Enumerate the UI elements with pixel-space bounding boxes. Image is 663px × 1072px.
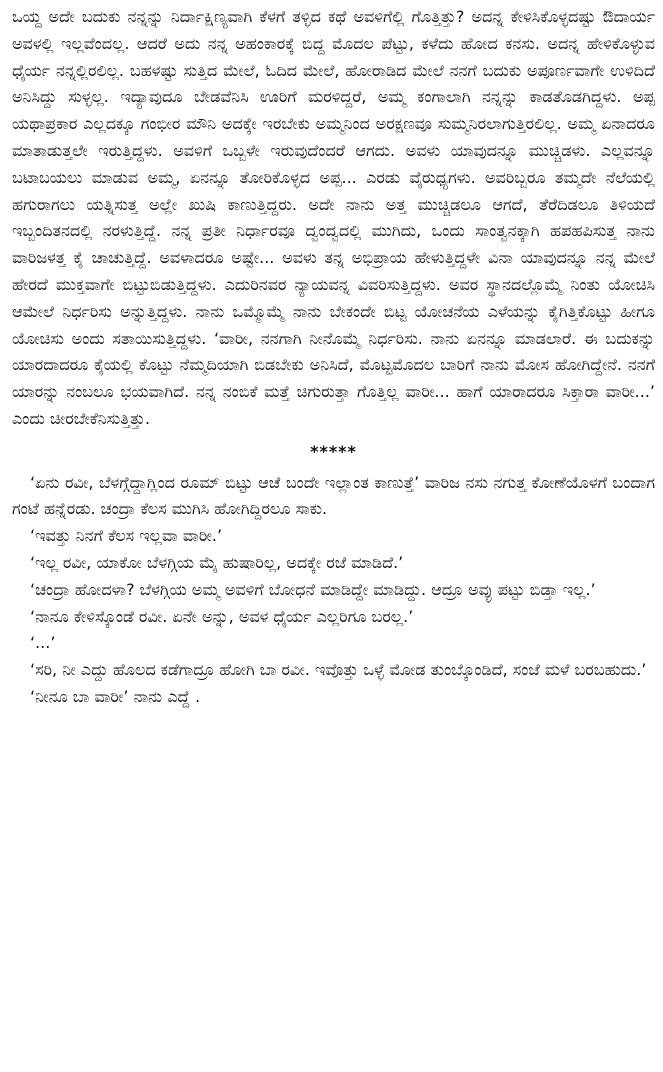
body-paragraph: ಒಯ್ದ ಅದೇ ಬದುಕು ನನ್ನನ್ನು ನಿರ್ದಾಕ್ಷಿಣ್ಯವಾಗಿ ಕೆಳಗೆ ತಳ್ಳಿದ ಕಥೆ ಅವಳಿಗೆಲ್ಲಿ ಗೊತ್ತಿತ್ತು? ಅದನ್ನ ಕೇಳಿಸಿಕೊಳ್ಳದಷ್ಟು ಔದಾರ್ಯ ಅವಳಲ್ಲಿ ಇಲ್ಲವೆಂದಲ್ಲ. ಆದರೆ ಅದು ನನ್ನ ಅಹಂಕಾರಕ್ಕೆ ಬಿದ್ದ ಮೊದಲ ಪೆಟ್ಟು, ಕಳೆದು ಹೋದ ಕನಸು. ಅದನ್ನ ಹೇಳಿಕೊಳ್ಳುವ ಧೈರ್ಯ ನನ್ನಲ್ಲಿರಲಿಲ್ಲ. ಬಹಳಷ್ಟು ಸುತ್ತಿದ ಮೇಲೆ, ಓದಿದ ಮೇಲೆ, ಹೋರಾಡಿದ ಮೇಲೆ ನನಗೆ ಬದುಕು ಅಪೂರ್ಣವಾಗೇ ಉಳಿದಿದೆ ಅನಿಸಿದ್ದು ಸುಳ್ಳಲ್ಲ. ಇದ್ಯಾವುದೂ ಬೇಡವೆನಿಸಿ ಊರಿಗೆ ಮರಳಿದ್ದರೆ, ಅಮ್ಮ ಕಂಗಾಲಾಗಿ ನನ್ನನ್ನು ಕಾಡತೊಡಗಿದ್ದಳು. ಅಪ್ಪ ಯಥಾಪ್ರಕಾರ ಎಲ್ಲದಕ್ಕೂ ಗಂಭೀರ ಮೌನಿ ಅದಕ್ಕೇ ಇರಬೇಕು ಅಮ್ಮನಿಂದ ಅರಕ್ಷಣವೂ ಸುಮ್ಮನಿರಲಾಗುತ್ತಿರಲಿಲ್ಲ. ಅಮ್ಮ ಏನಾದರೂ ಮಾತಾಡುತ್ತಲೇ ಇರುತ್ತಿದ್ದಳು. ಅವಳಿಗೆ ಒಬ್ಬಳೇ ಇರುವುದೆಂದರೆ ಆಗದು. ಅವಳು ಯಾವುದನ್ನೂ ಮುಚ್ಚಿಡಳು. ಎಲ್ಲವನ್ನೂ ಬಟಾಬಯಲು ಮಾಡುವ ಅಮ್ಮ, ಏನನ್ನೂ ತೋರಿಕೊಳ್ಳದ ಅಪ್ಪ... ಎರಡು ವೈರುಧ್ಯಗಳು. ಅವರಿಬ್ಬರೂ ತಮ್ಮದೇ ನೆಲೆಯಲ್ಲಿ ಹಗುರಾಗಲು ಯತ್ನಿಸುತ್ತ ಅಲ್ಲೇ ಖುಷಿ ಕಾಣುತ್ತಿದ್ದರು. ಅದೇ ನಾನು ಅತ್ತ ಮುಚ್ಚಿಡಲೂ ಆಗದೆ, ತೆರೆದಿಡಲೂ ತಿಳಿಯದೆ ಇಬ್ಬಂದಿತನದಲ್ಲಿ ನರಳುತ್ತಿದ್ದೆ. ನನ್ನ ಪ್ರತೀ ನಿರ್ಧಾರವೂ ದ್ವಂದ್ವದಲ್ಲಿ ಮುಗಿದು, ಒಂದು ಸಾಂತ್ವನಕ್ಕಾಗಿ ಹಪಹಪಿಸುತ್ತ ನಾನು ವಾರಿಜಳತ್ತ ಕೈ ಚಾಚುತ್ತಿದ್ದೆ. ಅವಳಾದರೂ ಅಷ್ಟೇ... ಅವಳು ತನ್ನ ಅಭಿಪ್ರಾಯ ಹೇಳುತ್ತಿದ್ದಳೇ ವಿನಾ ಯಾವುದನ್ನೂ ನನ್ನ ಮೇಲೆ ಹೇರದೆ ಮುಕ್ತವಾಗೇ ಬಿಟ್ಟುಬಿಡುತ್ತಿದ್ದಳು. ಎದುರಿನವರ ನ್ಯಾಯವನ್ನ ವಿವರಿಸುತ್ತಿದ್ದಳು. ಅವರ ಸ್ಥಾನದಲ್ಲೊಮ್ಮೆ ನಿಂತು ಯೋಚಿಸಿ ಆಮೇಲೆ ನಿರ್ಧರಿಸು ಅನ್ನುತ್ತಿದ್ದಳು. ನಾನು ಒಮ್ಮೊಮ್ಮೆ ನಾನು ಬೇಕಂದೇ ಬಿಟ್ಟ ಯೋಚನೆಯ ಎಳೆಯನ್ನು ಕೈಗಿತ್ತಿಕೊಟ್ಟು ಹೀಗೂ ಯೋಚಿಸು ಅಂದು ಸತಾಯಿಸುತ್ತಿದ್ದಳು. ‘ವಾರೀ, ನನಗಾಗಿ ನೀನೊಮ್ಮೆ ನಿರ್ಧರಿಸು. ನಾನು ಏನನ್ನೂ ಮಾಡಲಾರೆ. ಈ ಬದುಕನ್ನು ಯಾರದಾದರೂ ಕೈಯಲ್ಲಿ ಕೊಟ್ಟು ನೆಮ್ಮದಿಯಾಗಿ ಬಿಡಬೇಕು ಅನಿಸಿದೆ, ಮೊಟ್ಟಮೊದಲ ಬಾರಿಗೆ ನಾನು ಮೋಸ ಹೋಗಿದ್ದೇನೆ. ನನಗೆ ಯಾರನ್ನು ನಂಬಲೂ ಭಯವಾಗಿದೆ. ನನ್ನ ನಂಬಿಕೆ ಮತ್ತೆ ಚಿಗುರುತ್ತಾ ಗೊತ್ತಿಲ್ಲ ವಾರೀ... ಹಾಗೆ ಯಾರಾದರೂ ಸಿಕ್ತಾರಾ ವಾರೀ...’ ಎಂದು ಚೀರಬೇಕೆನಿಸುತ್ತಿತ್ತು. (12, 7, 655, 428)
dialogue-line-8: ‘ನೀನೂ ಬಾ ವಾರೀ’ ನಾನು ಎದ್ದೆ . (30, 686, 201, 706)
dialogue-line-2: ‘ಇವತ್ತು ನಿನಗೆ ಕೆಲಸ ಇಲ್ಲವಾ ವಾರೀ.’ (30, 526, 223, 546)
dialogue-line-5: ‘ನಾನೂ ಕೇಳಿಸ್ಕೊಂಡೆ ರವೀ. ಏನೇ ಅನ್ನು, ಅವಳ ಧೈರ್ಯ ಎಲ್ಲರಿಗೂ ಬರಲ್ಲ.’ (30, 606, 414, 626)
dialogue-line-6: ‘...’ (30, 633, 56, 653)
section-separator: ***** (310, 441, 357, 461)
dialogue-line-4: ‘ಚಂದ್ರಾ ಹೋದಳಾ? ಬೆಳಗ್ಗಿಯ ಅಮ್ಮ ಅವಳಿಗೆ ಬೋಧನೆ ಮಾಡಿದ್ದೇ ಮಾಡಿದ್ದು. ಆದ್ರೂ ಅವ್ಳು ಪಟ್ಟು ಬಿಡ್ತಾ ಇಲ್ಲ.’ (30, 579, 596, 599)
dialogue-line-3: ‘ಇಲ್ಲ ರವೀ, ಯಾಕೋ ಬೆಳಗ್ಗಿಯ ಮೈ ಹುಷಾರಿಲ್ಲ, ಅದಕ್ಕೇ ರಜೆ ಮಾಡಿದೆ.’ (30, 552, 404, 572)
dialogue-paragraph-1: ‘ಏನು ರವೀ, ಬೆಳಗ್ಗೆದ್ದಾಗ್ಲಿಂದ ರೂಮ್ ಬಿಟ್ಟು ಆಚೆ ಬಂದೇ ಇಲ್ಲಾಂತ ಕಾಣುತ್ತೆ’ ವಾರಿಜ ನಸು ನಗುತ್ತ ಕೋಣೆಯೊಳಗೆ ಬಂದಾಗ ಗಂಟೆ ಹನ್ನೆರಡು. ಚಂದ್ರಾ ಕೆಲಸ ಮುಗಿಸಿ ಹೋಗಿದ್ದಿರಲೂ ಸಾಕು. (12, 472, 655, 519)
dialogue-line-7: ‘ಸರಿ, ನೀ ಎದ್ದು ಹೊಲದ ಕಡೆಗಾದ್ರೂ ಹೋಗಿ ಬಾ ರವೀ. ಇವೊತ್ತು ಒಳ್ಳೆ ಮೋಡ ತುಂಬ್ಕೊಂಡಿದೆ, ಸಂಜೆ ಮಳೆ ಬರಬಹುದು.’ (30, 660, 647, 680)
